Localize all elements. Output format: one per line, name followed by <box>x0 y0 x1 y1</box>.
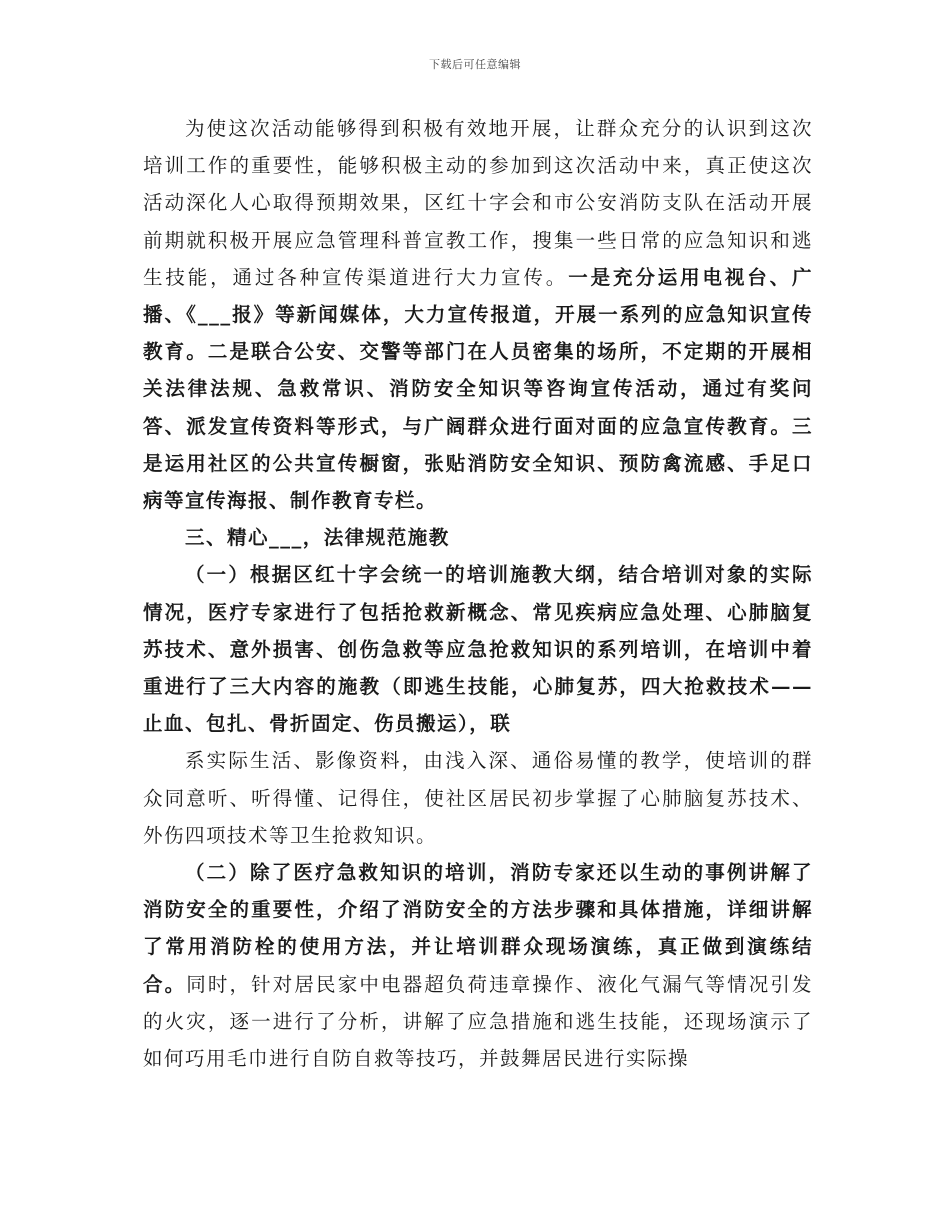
page-header-note: 下载后可任意编辑 <box>429 58 521 71</box>
paragraph-publicity-measures: 一是充分运用电视台、广播、《___报》等新闻媒体，大力宣传报道，开展一系列的应急知识宣传教育。二是联合公安、交警等部门在人员密集的场所，不定期的开展相关法律法规、急救常识、消防安全知识等咨询宣传活动，通过有奖问答、派发宣传资料等形式，与广阔群众进行面对面的应急宣传教育。三是运用社区的公共宣传橱窗，张贴消防安全知识、预防禽流感、手足口病等宣传海报、制作教育专栏。 <box>143 265 813 513</box>
paragraph-medical-training: （一）根据区红十字会统一的培训施教大纲，结合培训对象的实际情况，医疗专家进行了包括抢救新概念、常见疾病应急处理、心肺脑复苏技术、意外损害、创伤急救等应急抢救知识的系列培训，在培训中着重进行了三大内容的施教（即逃生技能，心肺复苏，四大抢救技术——止血、包扎、骨折固定、伤员搬运），联 <box>143 563 813 736</box>
document-body <box>143 110 813 1077</box>
paragraph-publicity-intro: 为使这次活动能够得到积极有效地开展，让群众充分的认识到这次培训工作的重要性，能够积极主动的参加到这次活动中来，真正使这次活动深化人心取得预期效果，区红十字会和市公安消防支队在活动开展前期就积极开展应急管理科普宣教工作，搜集一些日常的应急知识和逃生技能，通过各种宣传渠道进行大力宣传。 <box>143 117 813 289</box>
paragraph-fire-safety-detail: 同时，针对居民家中电器超负荷违章操作、液化气漏气等情况引发的火灾，逐一进行了分析，讲解了应急措施和逃生技能，还现场演示了如何巧用毛巾进行自防自救等技巧，并鼓舞居民进行实际操 <box>143 972 813 1071</box>
paragraph-training-result: 系实际生活、影像资料，由浅入深、通俗易懂的教学，使培训的群众同意听、听得懂、记得住，使社区居民初步掌握了心肺脑复苏技术、外伤四项技术等卫生抢救知识。 <box>143 749 813 847</box>
section-heading-3: 三、精心___，法律规范施教 <box>185 526 450 550</box>
paragraph-publicity <box>143 110 813 519</box>
paragraph-fire-safety <box>143 854 813 1077</box>
paragraph-fire-safety-lead: （二）除了医疗急救知识的培训，消防专家还以生动的事例讲解了消防安全的重要性，介绍了消防安全的方法步骤和具体措施，详细讲解了常用消防栓的使用方法，并让培训群众现场演练，真正做到演练结合。 <box>143 861 813 996</box>
